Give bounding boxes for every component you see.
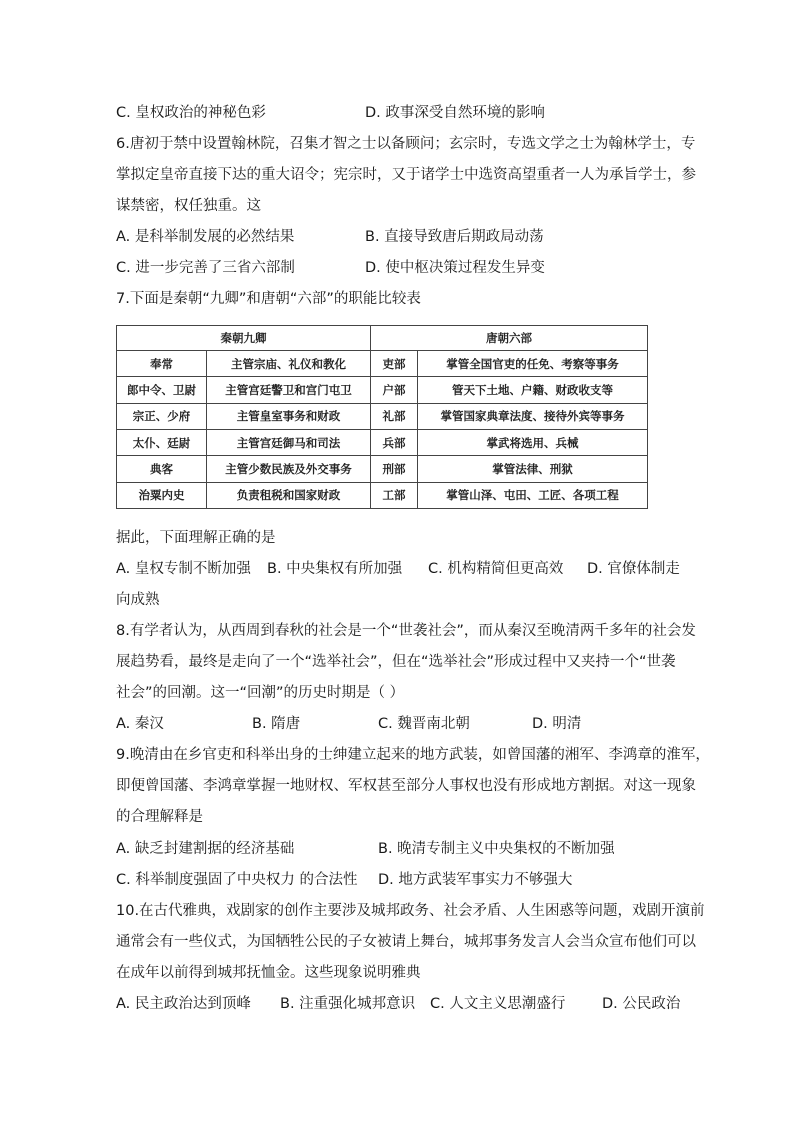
table-header-qin: 秦朝九卿 — [117, 326, 371, 351]
table-row — [117, 377, 648, 403]
qin-duty: 主管宗庙、礼仪和教化 — [207, 351, 371, 377]
q6-option-c: C. 进一步完善了三省六部制 — [116, 260, 295, 276]
tang-duty: 掌武将选用、兵械 — [418, 429, 648, 455]
q8-option-b: B. 隋唐 — [252, 716, 301, 732]
q8-option-c: C. 魏晋南北朝 — [378, 716, 470, 732]
qin-office: 典客 — [117, 456, 207, 482]
q6-stem-line-1: 6.唐初于禁中设置翰林院，召集才智之士以备顾问；玄宗时，专选文学之士为翰林学士，专 — [116, 136, 696, 152]
qin-office: 郎中令、卫尉 — [117, 377, 207, 403]
q10-stem-line-2: 通常会有一些仪式，为国牺牲公民的子女被请上舞台，城邦事务发言人会当众宣布他们可以 — [116, 934, 696, 950]
tang-office: 刑部 — [371, 456, 418, 482]
qin-duty: 主管皇室事务和财政 — [207, 403, 371, 429]
q5-option-d: D. 政事深受自然环境的影响 — [365, 105, 545, 121]
q9-option-a: A. 缺乏封建割据的经济基础 — [116, 841, 295, 857]
q6-option-b: B. 直接导致唐后期政局动荡 — [365, 229, 544, 245]
q8-option-d: D. 明清 — [532, 716, 582, 732]
q9-stem-line-3: 的合理解释是 — [116, 809, 203, 825]
qin-duty: 主管宫廷御马和司法 — [207, 429, 371, 455]
q6-option-a: A. 是科举制发展的必然结果 — [116, 229, 295, 245]
q10-option-c: C. 人文主义思潮盛行 — [430, 996, 566, 1012]
qin-office: 宗正、少府 — [117, 403, 207, 429]
q7-stem: 7.下面是秦朝“九卿”和唐朝“六部”的职能比较表 — [116, 291, 421, 307]
tang-duty: 管天下土地、户籍、财政收支等 — [418, 377, 648, 403]
q8-stem-line-3: 社会”的回潮。这一“回潮”的历史时期是（ ） — [116, 685, 405, 701]
q10-option-a: A. 民主政治达到顶峰 — [116, 996, 251, 1012]
qin-office: 治粟内史 — [117, 482, 207, 508]
qin-office: 太仆、廷尉 — [117, 429, 207, 455]
qin-duty: 主管宫廷警卫和宫门屯卫 — [207, 377, 371, 403]
qin-duty: 负责租税和国家财政 — [207, 482, 371, 508]
q8-option-a: A. 秦汉 — [116, 716, 164, 732]
q6-stem-line-3: 谋禁密，权任独重。这 — [116, 198, 261, 214]
table-row — [117, 429, 648, 455]
q7-option-d-continued: 向成熟 — [116, 592, 160, 608]
q10-option-b: B. 注重强化城邦意识 — [280, 996, 416, 1012]
tang-office: 礼部 — [371, 403, 418, 429]
tang-duty: 掌管全国官吏的任免、考察等事务 — [418, 351, 648, 377]
table-row — [117, 456, 648, 482]
table-row — [117, 482, 648, 508]
q7-option-b: B. 中央集权有所加强 — [267, 561, 403, 577]
table-header-row — [117, 326, 648, 351]
table-row — [117, 351, 648, 377]
q9-option-c: C. 科举制度强固了中央权力 的合法性 — [116, 872, 358, 888]
q10-stem-line-3: 在成年以前得到城邦抚恤金。这些现象说明雅典 — [116, 965, 421, 981]
tang-office: 吏部 — [371, 351, 418, 377]
q9-stem-line-2: 即便曾国藩、李鸿章掌握一地财权、军权甚至部分人事权也没有形成地方割据。对这一现象 — [116, 778, 696, 794]
tang-office: 兵部 — [371, 429, 418, 455]
q6-option-d: D. 使中枢决策过程发生异变 — [365, 260, 545, 276]
comparison-table — [116, 325, 648, 509]
q7-option-a: A. 皇权专制不断加强 — [116, 561, 251, 577]
q10-stem-line-1: 10.在古代雅典，戏剧家的创作主要涉及城邦政务、社会矛盾、人生困惑等问题，戏剧开演前 — [116, 903, 705, 919]
table-row — [117, 403, 648, 429]
tang-office: 户部 — [371, 377, 418, 403]
table-header-tang: 唐朝六部 — [371, 326, 648, 351]
q9-stem-line-1: 9.晚清由在乡官吏和科举出身的士绅建立起来的地方武装，如曾国藩的湘军、李鸿章的淮军， — [116, 747, 710, 763]
q8-stem-line-2: 展趋势看，最终是走向了一个“选举社会”，但在“选举社会”形成过程中又夹持一个“世袭 — [116, 654, 676, 670]
qin-office: 奉常 — [117, 351, 207, 377]
qin-duty: 主管少数民族及外交事务 — [207, 456, 371, 482]
q7-after-table: 据此，下面理解正确的是 — [116, 530, 276, 546]
tang-duty: 掌管山泽、屯田、工匠、各项工程 — [418, 482, 648, 508]
tang-duty: 掌管国家典章法度、接待外宾等事务 — [418, 403, 648, 429]
q8-stem-line-1: 8.有学者认为，从西周到春秋的社会是一个“世袭社会”，而从秦汉至晚清两千多年的社会发 — [116, 623, 696, 639]
q6-stem-line-2: 掌拟定皇帝直接下达的重大诏令；宪宗时，又于诸学士中选资高望重者一人为承旨学士，参 — [116, 167, 696, 183]
q9-option-d: D. 地方武装军事实力不够强大 — [378, 872, 573, 888]
q7-option-c: C. 机构精简但更高效 — [428, 561, 564, 577]
q9-option-b: B. 晚清专制主义中央集权的不断加强 — [378, 841, 615, 857]
q7-option-d: D. 官僚体制走 — [587, 561, 680, 577]
tang-duty: 掌管法律、刑狱 — [418, 456, 648, 482]
tang-office: 工部 — [371, 482, 418, 508]
q10-option-d: D. 公民政治 — [602, 996, 681, 1012]
q5-option-c: C. 皇权政治的神秘色彩 — [116, 105, 266, 121]
